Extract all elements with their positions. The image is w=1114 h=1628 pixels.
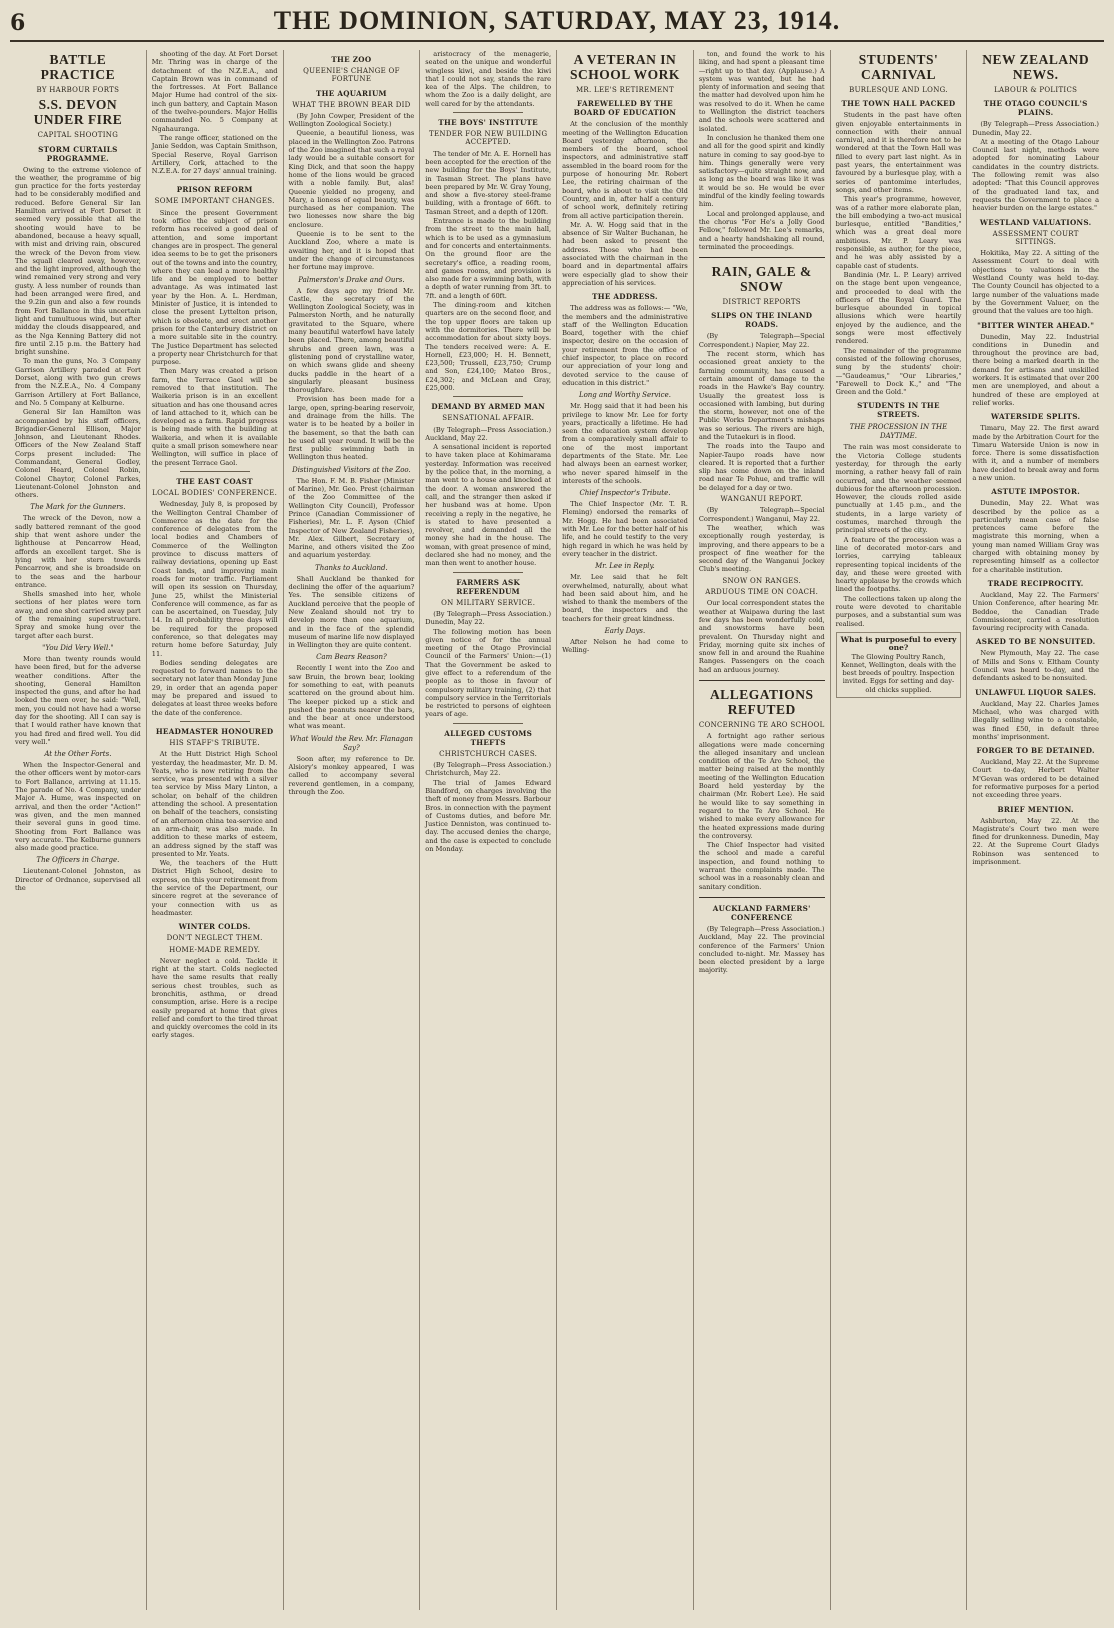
article-paragraph: The remainder of the programme consisted of the following choruses, sung by the students' choir:—"Gaudeamus," "Our Libraries," "Farewell to Dock K.," and "The Green and the Gold.": [835, 346, 962, 397]
section-heading: The Mark for the Gunners.: [30, 503, 126, 512]
headline: STUDENTS' CARNIVAL: [858, 52, 939, 82]
section-heading: Early Days.: [604, 627, 646, 636]
subheadline: UNLAWFUL LIQUOR SALES.: [975, 687, 1097, 697]
deck-line: ARDUOUS TIME ON COACH.: [705, 588, 819, 597]
masthead: [10, 6, 1104, 42]
subheadline: STUDENTS IN THE STREETS.: [857, 401, 940, 420]
subheadline: "BITTER WINTER AHEAD.": [977, 320, 1095, 330]
article-paragraph: Auckland, May 22. Charles James Michael, who was charged with illegally selling wine to a constable, was fined £50, in default three months' imprisonment.: [972, 699, 1099, 741]
deck-line: WHAT THE BROWN BEAR DID: [292, 100, 411, 109]
article-paragraph: Queenie, a beautiful lioness, was placed in the Wellington Zoo. Patrons of the Zoo imagined that such a royal lady would be a suitable consort for King Dick, and that soon the happy home of the lions would be graced with a noble family. But, alas! Queenie yielded no progeny, and Mary, a lioness of equal beauty, was purchased as her companion. The two lionesses now share the big enclosure.: [288, 129, 415, 229]
subheadline: ASTUTE IMPOSTOR.: [991, 487, 1081, 497]
article-paragraph: Bodies sending delegates are requested to forward names to the secretary not later than Monday June 29, in order that an agenda paper may be prepared and issued to delegates at least three weeks before the date of the conference.: [151, 658, 278, 717]
article-paragraph: Queenie is to be sent to the Auckland Zoo, where a mate is awaiting her, and it is hoped that under the change of circumstances her fortune may improve.: [288, 230, 415, 272]
section-heading: Thanks to Auckland.: [315, 563, 388, 572]
column-rule: [699, 257, 825, 258]
deck-line: ON MILITARY SERVICE.: [441, 598, 536, 607]
subheadline: THE ZOO: [331, 55, 372, 64]
article-paragraph: (By Telegraph—Press Association.) Dunedin, May 22.: [972, 120, 1099, 137]
article-paragraph: The roads into the Taupo and Napier-Taupo roads have now cleared. It is reported that a further slip has come down on the inland road near Te Pohue, and traffic will be delayed for a day or two.: [698, 442, 825, 492]
article-paragraph: Timaru, May 22. The first award made by the Arbitration Court for the Timaru Waterside Union is now in force. There is some dissatisfaction with it, and a number of members have decided to break away and form a new union.: [972, 424, 1099, 482]
headline: RAIN, GALE & SNOW: [711, 264, 812, 295]
column-5: [557, 50, 694, 1610]
deck-line: CAPITAL SHOOTING: [37, 131, 119, 140]
column-3: [284, 50, 421, 1610]
article-paragraph: aristocracy of the menagerie, seated on the unique and wonderful wingless kiwi, and beside the kiwi that I could not say, stands the rare kea of the Alps. The children, to whom the Zoo is a daily delight, are well cared for by the attendants.: [425, 50, 552, 108]
section-heading: Palmerston's Drake and Ours.: [298, 275, 405, 284]
article-paragraph: Recently I went into the Zoo and saw Bruin, the brown bear, looking for something to eat, with peanuts scattered on the ground about him. The keeper picked up a stick and pushed the peanuts nearer the bars, and the bear at once understood what was meant.: [288, 664, 415, 731]
section-heading: THE PROCESSION IN THE DAYTIME.: [849, 423, 948, 441]
section-heading: At the Other Forts.: [44, 750, 112, 759]
newspaper-page: [10, 6, 1104, 1616]
article-paragraph: Never neglect a cold. Tackle it right at the start. Colds neglected have the same results that really serious chest troubles, such as bronchitis, asthma, or dread consumption, arise. Here is a recipe easily prepared at home that gives relief and comfort to the tired throat and quickly overcomes the cold in its early stages.: [151, 956, 278, 1040]
subheadline: WINTER COLDS.: [178, 922, 251, 932]
article-paragraph: Mr. Hogg said that it had been his privilege to know Mr. Lee for forty years, practically a lifetime. He had seen the education system develop from a comparatively small affair to one of the most important departments of the State. Mr. Lee had always been an earnest worker, who never spared himself in the interests of the schools.: [562, 402, 688, 485]
newspaper-title: THE DOMINION, SATURDAY, MAY 23, 1914.: [273, 6, 841, 35]
article-paragraph: A feature of the procession was a line of decorated motor-cars and lorries, carrying tableaux representing topical incidents of the day, and these were greeted with hearty applause by the crowds which lined the footpaths.: [835, 535, 962, 594]
subheadline: BRIEF MENTION.: [997, 804, 1074, 814]
column-4: [420, 50, 557, 1610]
article-paragraph: Shells smashed into her, whole sections of her plates were torn away, and one shot carried away part of the remaining superstructure. Spray and smoke hung over the target after each burst.: [15, 590, 141, 640]
section-heading: Cam Bears Reason?: [316, 653, 387, 662]
article-paragraph: Owing to the extreme violence of the weather, the programme of big gun practice for the forts yesterday had to be considerably modified and reduced. Before General Sir Ian Hamilton arrived at Fort Dorset it seemed very possible that all the shooting would have to be abandoned, because a heavy squall, with mist and driving rain, obscured the wreck of the Devon from view. The squall cleared away, however, and the light improved, although the wind remained very strong and very gusty. A less number of rounds than had been arranged were fired, and the 9.2in gun and also a few rounds from Fort Ballance in this uncertain light and tumultuous wind, but after midday the clouds disappeared, and as the Nga Kenning Battery did not fire until 2.15 p.m. the Battery had bright sunshine.: [15, 165, 141, 357]
column-rule: [453, 723, 523, 724]
section-heading: Chief Inspector's Tribute.: [579, 489, 671, 498]
headline: ALLEGATIONS REFUTED: [709, 687, 814, 717]
column-rule: [180, 471, 250, 472]
article-paragraph: A sensational incident is reported to have taken place at Kohimarama yesterday. Information was received by the police that, in the morning, a man went to a house and knocked at the door. A woman answered the call, and the stranger then asked if her husband was at home. Upon receiving a reply in the negative, he is stated to have presented a revolver, and demanded all the money she had in the house. The woman, with great presence of mind, declared she had no money, and the man then went to another house.: [425, 443, 552, 568]
article-paragraph: New Plymouth, May 22. The case of Mills and Sons v. Eltham County Council was heard to-day, and the defendants asked to be nonsuited.: [972, 649, 1099, 683]
deck-line: CONCERNING TE ARO SCHOOL: [698, 721, 825, 729]
subheadline: SLIPS ON THE INLAND ROADS.: [711, 311, 813, 330]
article-paragraph: At the conclusion of the monthly meeting of the Wellington Education Board yesterday afternoon, the members of the board, school inspectors, and administrative staff assembled in the board room for the purpose of honouring Mr. Robert Lee, the retiring chairman of the board, who is about to visit the Old Country, and in, after half a century of school work, definitely retiring from all active participation therein.: [562, 120, 688, 220]
column-8: [967, 50, 1104, 1610]
article-paragraph: In conclusion he thanked them one and all for the good spirit and kindly nature in coming to say good-bye to him. Things generally were very satisfactory—quite straight now, and as long as the board was like it was it would be so. He would be ever mindful of the kindly feeling towards him.: [698, 133, 825, 209]
column-rule: [453, 572, 523, 573]
article-paragraph: The dining-room and kitchen quarters are on the second floor, and the top upper floors are taken up with the dormitories. There will be accommodation for about sixty boys. The tenders received were: A. E. Hornell, £23,000; H. H. Bennett, £23,500; Trussell, £23,750; Crump and Son, £24,100; Mateo Bros., £24,302; and McLean and Gray, £25,000.: [425, 301, 552, 392]
subheadline: DEMAND BY ARMED MAN: [431, 402, 545, 412]
article-paragraph: The following motion has been given notice of for the annual meeting of the Otago Provincial Council of the Farmers' Union:—(1) That the Government be asked to give effect to a referendum of the people as to those in favour of compulsory military training, (2) that compulsory service in the Territorials be restricted to persons of eighteen years of age.: [425, 627, 552, 719]
column-2: [147, 50, 284, 1610]
column-7: [831, 50, 968, 1610]
article-paragraph: Provision has been made for a large, open, spring-bearing reservoir, and drainage from the hills. The water is to be heated by a boiler in the basement, so that the bath can be used all year round. It will be the first public swimming bath in Wellington thus heated.: [288, 395, 415, 462]
article-paragraph: (By Telegraph—Press Association.) Auckland, May 22.: [425, 425, 552, 442]
page-number: 6: [10, 10, 26, 36]
article-paragraph: Hokitika, May 22. A sitting of the Assessment Court to deal with objections to valuations in the Westland County was held to-day. The County Council has objected to a large number of the valuations made by the Government Valuer, on the ground that the values are too high.: [972, 249, 1099, 316]
article-paragraph: Shall Auckland be thanked for declining the offer of the aquarium? Yes. The sensible citizens of Auckland perceive that the people of New Zealand should not try to develop more than one aquarium, and in the face of the splendid museum of marine life now displayed in Wellington they are quite content.: [288, 574, 415, 650]
article-paragraph: A few days ago my friend Mr. Castle, the secretary of the Wellington Zoological Society, was in Palmerston North, and he naturally gravitated to the Square, where many beautiful waterfowl have lately been placed. There, among beautiful shrubs and green lawn, was a glistening pond of crystalline water, on which swans glide and sheeny ducks paddle in the heart of a singularly pleasant business thoroughfare.: [288, 286, 415, 395]
subheadline: AUCKLAND FARMERS' CONFERENCE: [712, 903, 811, 922]
article-paragraph: The Hon. F. M. B. Fisher (Minister of Marine), Mr. Geo. Prest (chairman of the Zoo Committee of the Wellington City Council), Professor Prince (Canadian Commissioner of Fisheries), Mr. L. F. Ayson (Chief Inspector of New Zealand Fisheries), Mr. Alex. Gilbert, Secretary of Marine, and others visited the Zoo and aquarium yesterday.: [288, 476, 415, 560]
article-paragraph: The address was as follows:— "We, the members and the administrative staff of the Wellington Education Board, together with the chief inspector, desire on the occasion of your retirement from the office of chief inspector, to place on record our appreciation of your long and devoted service to the cause of education in this district.": [562, 304, 688, 387]
subheadline: FARMERS ASK REFERENDUM: [456, 577, 520, 596]
article-paragraph: Mr. A. W. Hogg said that in the absence of Sir Walter Buchanan, he had been asked to present the address. Those who had been associated with the chairman in the board and in departmental affairs were especially glad to show their appreciation of his services.: [562, 220, 688, 287]
section-heading: Mr. Lee in Reply.: [595, 562, 655, 571]
subheadline: FORGER TO BE DETAINED.: [976, 746, 1095, 756]
column-rule: [180, 721, 250, 722]
headline: BATTLE PRACTICE: [40, 52, 116, 82]
headline: A VETERAN IN SCHOOL WORK: [569, 52, 680, 82]
article-paragraph: At a meeting of the Otago Labour Council last night, methods were adopted for nominating Labour candidates in the country districts. The following remit was also adopted: "That this Council approves of the graduated land tax, and requests the Government to place a heavier burden on the large estates.": [972, 137, 1099, 213]
deck-line: BURLESQUE AND LONG.: [849, 86, 948, 94]
article-paragraph: Then Mary was created a prison farm, the Terrace Gaol will be removed to that institution. The Waikeria prison is in an excellent situation and has one thousand acres of land attached to it, which can be developed as a farm. Rapid progress is being made with the building at Waikeria, and when it is available quite a small prison somewhere near Wellington, will suffice in place of the present Terrace Gaol.: [151, 367, 278, 467]
headline: NEW ZEALAND NEWS.: [982, 52, 1090, 82]
article-paragraph: (By Telegraph—Press Association.) Auckland, May 22. The provincial conference of the Farmers' Union concluded to-night. Mr. Massey has been elected president by a large majority.: [698, 924, 825, 975]
article-paragraph: (By Telegraph—Special Correspondent.) Wanganui, May 22.: [698, 506, 825, 523]
deck-line: DISTRICT REPORTS: [722, 298, 801, 307]
subheadline: THE TOWN HALL PACKED: [841, 99, 956, 109]
deck-line: ASSESSMENT COURT SITTINGS.: [992, 229, 1079, 246]
article-paragraph: The Chief Inspector (Mr. T. R. Fleming) endorsed the remarks of Mr. Hogg. He had been associated with Mr. Lee for the better half of his life, and he could testify to the very high regard in which he was held by every teacher in the district.: [562, 500, 688, 558]
deck-line: SNOW ON RANGES.: [722, 576, 801, 585]
article-paragraph: ton, and found the work to his liking, and had spent a pleasant time—right up to that day. (Applause.) A system was wanted, but he had plenty of information and seeing that the matter had devolved upon him he was resolved to do it. When he came to Wellington the district teachers and the schools were scattered and isolated.: [698, 50, 825, 133]
deck-line: SOME IMPORTANT CHANGES.: [154, 197, 275, 206]
columns-container: [10, 50, 1104, 1610]
column-rule: [180, 179, 250, 180]
section-heading: The Officers in Charge.: [36, 856, 120, 865]
column-1: [10, 50, 147, 1610]
deck-line: SENSATIONAL AFFAIR.: [442, 414, 535, 423]
deck-line: TENDER FOR NEW BUILDING ACCEPTED.: [429, 130, 548, 147]
article-paragraph: Ashburton, May 22. At the Magistrate's Court two men were fined for drunkenness. Dunedin, May 22. At the Supreme Court Gladys Robinson was sentenced to imprisonment.: [972, 816, 1099, 867]
subheadline: THE OTAGO COUNCIL'S PLAINS.: [983, 99, 1088, 118]
headline: S.S. DEVON UNDER FIRE: [33, 97, 123, 128]
article-paragraph: General Sir Ian Hamilton was accompanied by his staff officers, Brigadier-General Ellison, Major Johnson, and Lieutenant Rhodes. Officers of the New Zealand Staff Corps present included: The Commandant, General Godley, Colonel Heard, Colonel Robin, Colonel Chaytor, Colonel Parkes, Lieutenant-Colonel Johnston and others.: [15, 408, 141, 500]
advertisement-title: What is purposeful to every one?: [840, 634, 957, 653]
article-paragraph: The weather, which was exceptionally rough yesterday, is improving, and there appears to be a prospect of fine weather for the second day of the Wanganui Jockey Club's meeting.: [698, 523, 825, 574]
section-heading: Distinguished Visitors at the Zoo.: [292, 465, 411, 474]
article-paragraph: Mr. Lee said that he felt overwhelmed, naturally, about what had been said about him, and he wished to thank the members of the board, the inspectors and the teachers for their great kindness.: [562, 573, 688, 623]
subheadline: WATERSIDE SPLITS.: [991, 412, 1081, 422]
article-paragraph: Lieutenant-Colonel Johnston, as Director of Ordnance, supervised all the: [15, 867, 141, 893]
article-paragraph: The trial of James Edward Blandford, on charges involving the theft of money from Messrs. Barbour Bros. in connection with the payment of Customs duties, and before Mr. Justice Denniston, was continued to-day. The accused denies the charge, and the case is expected to conclude on Monday.: [425, 778, 552, 854]
subheadline: THE BOYS' INSTITUTE: [438, 118, 538, 128]
article-paragraph: Entrance is made to the building from the street to the main hall, which is to be used as a gymnasium and for concerts and entertainments. On the ground floor are the secretary's office, a reading room, and games rooms, and provision is also made for a swimming bath, with a depth of water running from 3ft. to 7ft. and a length of 60ft.: [425, 217, 552, 300]
article-paragraph: When the Inspector-General and the other officers went by motor-cars to Fort Ballance, arriving at 11.15. The parade of No. 4 Company, under Major A. Hume, was inspected on arrival, and then the order "Action!" was given, and the men manned their several guns in good time. Shooting from Fort Ballance was very accurate. The Kelburne gunners also made good practice.: [15, 761, 141, 853]
article-paragraph: The recent storm, which has occasioned great anxiety to the farming community, has caused a certain amount of damage to the roads in the Hawke's Bay country. Usually the greatest loss is occasioned with lambing, but during the storm, however, not one of the Public Works Department's mishaps was so serious. The rivers are high, and the Tutaekuri is in flood.: [698, 350, 825, 441]
article-paragraph: Dunedin, May 22. What was described by the police as a particularly mean case of false pretences came before the magistrate this morning, when a young man named William Gray was charged with obtaining money by representing himself as a collector for a charitable institution.: [972, 499, 1099, 574]
article-paragraph: (By Telegraph—Special Correspondent.) Napier, May 22.: [698, 332, 825, 349]
deck-line: MR. LEE'S RETIREMENT: [575, 86, 674, 94]
deck-line: DON'T NEGLECT THEM.: [166, 934, 263, 943]
subheadline: THE ADDRESS.: [592, 292, 658, 302]
article-paragraph: Soon after, my reference to Dr. Alsiory's monkey appeared, I was called to accompany several reverend gentlemen, in a company, through the Zoo.: [288, 754, 415, 796]
section-heading: "You Did Very Well.": [42, 643, 114, 652]
article-paragraph: A fortnight ago rather serious allegations were made concerning the alleged insanitary and unclean condition of the Te Aro School, the matter being raised at the monthly meeting of the Wellington Education Board held yesterday by the chairman (Mr. Robert Lee). He said he would like to say something in regard to the Te Aro School. He wished to make every allowance for the heated expressions made during the controversy.: [698, 732, 825, 840]
article-paragraph: (By John Cowper, President of the Wellington Zoological Society.): [288, 111, 415, 129]
article-paragraph: The Chief Inspector had visited the school and made a careful inspection, and found nothing to warrant the complaints made. The school was in a reasonably clean and sanitary condition.: [698, 841, 825, 891]
deck-line: HIS STAFF'S TRIBUTE.: [169, 738, 260, 747]
deck-line: BY HARBOUR FORTS: [36, 86, 120, 94]
subheadline: THE AQUARIUM: [316, 88, 387, 98]
section-heading: What Would the Rev. Mr. Flanagan Say?: [289, 734, 414, 752]
article-paragraph: The wreck of the Devon, now a sadly battered remnant of the good ship that went ashore under the lighthouse at Pencarrow Head, affords an excellent target. She is lying with her stern towards Pencarrow, and she is broadside on to the seas and the harbour entrance.: [15, 514, 141, 589]
article-paragraph: We, the teachers of the Hutt District High School, desire to express, on this your retirement from the service of the Department, our sincere regret at the severance of your connection with us as headmaster.: [151, 859, 278, 917]
article-paragraph: To man the guns, No. 3 Company Garrison Artillery paraded at Fort Dorset, along with two gun crews from the N.Z.E.A., No. 4 Company Garrison Artillery at Fort Ballance, and No. 5 Company at Kelburne.: [15, 357, 141, 407]
article-paragraph: At the Hutt District High School yesterday, the headmaster, Mr. D. M. Yeats, who is now retiring from the service, was presented with a silver tea service by Miss Mary Linton, a scholar, on behalf of the children attending the school. A presentation on behalf of the teachers, consisting of an afternoon china tea-service and an arm-chair, was also made. In addition to these marks of esteem, an address signed by the staff was presented to Mr. Yeats.: [151, 750, 278, 858]
column-6: [694, 50, 831, 1610]
article-paragraph: Students in the past have often given enjoyable entertainments in connection with their annual carnival, and it is therefore not to be wondered at that the Town Hall was filled to every part last night. As in past years, the entertainment was favoured by a burlesque play, with a series of pantomime interludes, songs, and other items.: [835, 111, 962, 194]
deck-line: HOME-MADE REMEDY.: [169, 945, 261, 954]
article-paragraph: (By Telegraph—Press Association.) Dunedin, May 22.: [425, 609, 552, 627]
article-paragraph: Since the present Government took office the subject of prison reform has received a good deal of attention, and some important changes are in prospect. The general idea seems to be to get the prisoners out of the towns and into the country, where they can lead a more healthy life and be employed to better advantage. As was intimated last year by the Hon. A. L. Herdman, Minister of Justice, it is intended to close the present Lyttelton prison, which is obsolete, and erect another prison for the Canterbury district on a more suitable site in the country. The Justice Department has selected a property near Christchurch for that purpose.: [151, 208, 278, 367]
article-paragraph: Auckland, May 22. The Farmers' Union Conference, after hearing Mr. Beddoe, the Canadian Trade Commissioner, carried a resolution favouring reciprocity with Canada.: [972, 590, 1099, 633]
article-paragraph: Wednesday, July 8, is proposed by the Wellington Central Chamber of Commerce as the date for the conference of delegates from the local bodies and Chambers of Commerce of the Wellington province to discuss matters of railway deviations, opening up East Coast lands, and improving main roads for motor traffic. Parliament will open its session on Thursday, June 25, whilst the Ministerial Conference will commence, as far as can be ascertained, on Tuesday, July 14. In all probability three days will be required for the proposed conference, so that delegates may return home before Saturday, July 11.: [151, 500, 278, 658]
column-rule: [453, 396, 523, 397]
column-rule: [699, 680, 825, 681]
subheadline: HEADMASTER HONOURED: [155, 726, 274, 736]
subheadline: STORM CURTAILS PROGRAMME.: [38, 144, 118, 163]
article-paragraph: The range officer, stationed on the Janie Seddon, was Captain Smithson, Special Reserve, Royal Garrison Artillery, Cork, attached to the N.Z.E.A. for 27 days' annual training.: [151, 133, 278, 176]
advertisement-text: The Glowing Poultry Ranch, Kennet, Wellington, deals with the best breeds of poultry. Inspection invited. Eggs for setting and day-old chicks supplied.: [840, 652, 957, 694]
section-heading: Long and Worthy Service.: [578, 391, 671, 400]
subheadline: FAREWELLED BY THE BOARD OF EDUCATION: [573, 99, 677, 118]
article-paragraph: Dunedin, May 22. Industrial conditions in Dunedin and throughout the province are bad, there being a marked dearth in the demand for artisans and unskilled workers. It is estimated that over 200 men are unemployed, and about a hundred of these are employed at relief works.: [972, 332, 1099, 407]
article-paragraph: After Nelson he had come to Welling-: [562, 638, 688, 655]
article-paragraph: More than twenty rounds would have been fired, but for the adverse weather conditions. After the shooting, General Hamilton inspected the guns, and after he had looked the men over, he said: "Well, men, you could not have had a worse day for the shooting. All I can say is that I would rather have known that you had fired and fired well. You did very well.": [15, 654, 141, 746]
deck-line: LOCAL BODIES' CONFERENCE.: [152, 488, 278, 497]
subheadline: WESTLAND VALUATIONS.: [979, 217, 1092, 227]
article-paragraph: Auckland, May 22. At the Supreme Court to-day, Herbert Walter M'Gevan was ordered to be detained for reformative purposes for a period not exceeding three years.: [972, 758, 1099, 800]
article-paragraph: Local and prolonged applause, and the chorus "For He's a Jolly Good Fellow," followed Mr. Lee's remarks, and a hearty handshaking all round, terminated the proceedings.: [698, 209, 825, 251]
article-paragraph: (By Telegraph—Press Association.) Christchurch, May 22.: [425, 761, 552, 778]
deck-line: LABOUR & POLITICS: [994, 86, 1078, 94]
article-paragraph: shooting of the day. At Fort Dorset Mr. Thring was in charge of the detachment of the N.Z.E.A., and Captain Brown was in command of the fortresses. At Fort Ballance Major Hume had control of the six-inch gun battery, and Captain Mason of the twelve-pounders. Major Hellis commanded No. 5 Company at Ngahauranga.: [151, 50, 278, 133]
column-rule: [699, 897, 825, 898]
article-paragraph: Our local correspondent states the weather at Waipawa during the last few days has been wonderfully cold, and snowstorms have been prevalent. On Thursday night and Friday, morning quite six inches of snow fell in and around the Ruahine Ranges. Passengers on the coach had an arduous journey.: [698, 599, 825, 674]
subheadline: TRADE RECIPROCITY.: [987, 578, 1084, 588]
advertisement-box: [836, 632, 962, 698]
article-paragraph: This year's programme, however, was of a rather more elaborate plan, the bill embodying a two-act musical burlesque, entitled "Bandities," which was a great deal more ambitious. Mr. P. Leary was responsible, as author, for the piece, and he was ably assisted by a capable cast of students.: [835, 195, 962, 270]
column-rule: [453, 112, 523, 113]
subheadline: PRISON REFORM: [176, 185, 253, 195]
deck-line: QUEENIE'S CHANGE OF FORTUNE: [303, 67, 400, 84]
deck-line: CHRISTCHURCH CASES.: [439, 749, 538, 758]
subheadline: ALLEGED CUSTOMS THEFTS: [444, 728, 533, 747]
subheadline: THE EAST COAST: [176, 476, 253, 486]
article-paragraph: The collections taken up along the route were devoted to charitable purposes, and a substantial sum was realised.: [835, 594, 962, 628]
article-paragraph: The tender of Mr. A. E. Hornell has been accepted for the erection of the new building for the Boys' Institute, in Tasman Street. The plans have been prepared by Mr. W. Gray Young, and show a five-storey steel-frame building, with a frontage of 66ft. to Tasman Street, and a depth of 120ft.: [425, 149, 552, 216]
article-paragraph: Bandinia (Mr. L. P. Leary) arrived on the stage bent upon vengeance, and proceeded to deal with the officers of the Royal Guard. The burlesque abounded in topical allusions which were heartily enjoyed by the audience, and the songs were most effectively rendered.: [835, 270, 962, 346]
deck-line: WANGANUI REPORT.: [720, 495, 803, 504]
article-paragraph: The rain was most considerate to the Victoria College students yesterday, for through the early morning, a rather heavy fall of rain occurred, and the weather seemed dubious for the afternoon procession. However, the clouds rolled aside punctually at 1.45 p.m., and the students, in a large variety of costumes, marched through the principal streets of the city.: [835, 443, 962, 535]
subheadline: ASKED TO BE NONSUITED.: [975, 637, 1096, 647]
